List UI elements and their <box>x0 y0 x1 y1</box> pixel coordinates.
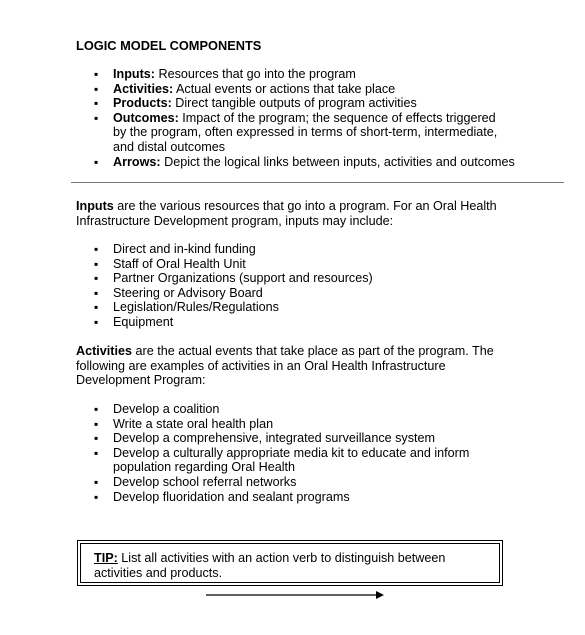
list-item <box>76 111 505 155</box>
activities-text: are the actual events that take place as part of the program. The following are examples of activities in an Oral Health Infrastructure Development Program: <box>76 344 494 388</box>
tip-box <box>77 540 503 586</box>
right-arrow-icon <box>206 588 384 602</box>
list-item: ▪ Develop a coalition <box>76 402 516 417</box>
tip-content <box>94 551 494 581</box>
list-item: ▪ Legislation/Rules/Regulations <box>76 300 516 315</box>
components-list <box>76 67 516 169</box>
component-text: Impact of the program; the sequence of effects triggered by the program, often expressed in terms of short-term, intermediate, and distal outcomes <box>113 110 498 154</box>
list-item: ▪ Develop a comprehensive, integrated surveillance system <box>76 431 516 446</box>
tip-label: TIP: <box>94 551 118 565</box>
list-item <box>76 155 553 170</box>
list-item <box>76 67 493 82</box>
list-item: ▪ Equipment <box>76 315 516 330</box>
list-item: ▪ Develop a culturally appropriate media kit to educate and inform population regarding Oral Health <box>76 446 483 475</box>
component-term: Outcomes: <box>113 110 179 125</box>
component-term: Arrows: <box>113 154 161 169</box>
section-divider <box>71 182 564 183</box>
component-term: Activities: <box>113 81 174 96</box>
list-item: ▪ Steering or Advisory Board <box>76 286 516 301</box>
activities-list <box>76 402 516 504</box>
list-item: ▪ Partner Organizations (support and resources) <box>76 271 516 286</box>
component-text: Resources that go into the program <box>154 67 356 81</box>
component-text: Depict the logical links between inputs, activities and outcomes <box>160 154 515 169</box>
inputs-list <box>76 242 516 330</box>
component-text: Direct tangible outputs of program activities <box>171 96 417 111</box>
list-item: ▪ Write a state oral health plan <box>76 417 516 432</box>
tip-text: List all activities with an action verb to distinguish between activities and products. <box>94 551 446 580</box>
activities-paragraph <box>76 344 516 388</box>
list-item <box>76 96 493 111</box>
component-term: Products: <box>113 96 172 111</box>
inputs-term: Inputs <box>76 199 114 213</box>
component-text: Actual events or actions that take place <box>173 81 396 96</box>
inputs-paragraph <box>76 199 506 228</box>
list-item: ▪ Direct and in-kind funding <box>76 242 516 257</box>
list-item: ▪ Develop school referral networks <box>76 475 516 490</box>
list-item: ▪ Develop fluoridation and sealant programs <box>76 490 516 505</box>
list-item <box>76 82 493 97</box>
activities-term: Activities <box>76 344 132 358</box>
component-term: Inputs: <box>113 67 155 81</box>
inputs-text: are the various resources that go into a program. For an Oral Health Infrastructure Development program, inputs may include: <box>76 199 497 228</box>
list-item: ▪ Staff of Oral Health Unit <box>76 257 516 272</box>
page-title: LOGIC MODEL COMPONENTS <box>76 38 262 53</box>
